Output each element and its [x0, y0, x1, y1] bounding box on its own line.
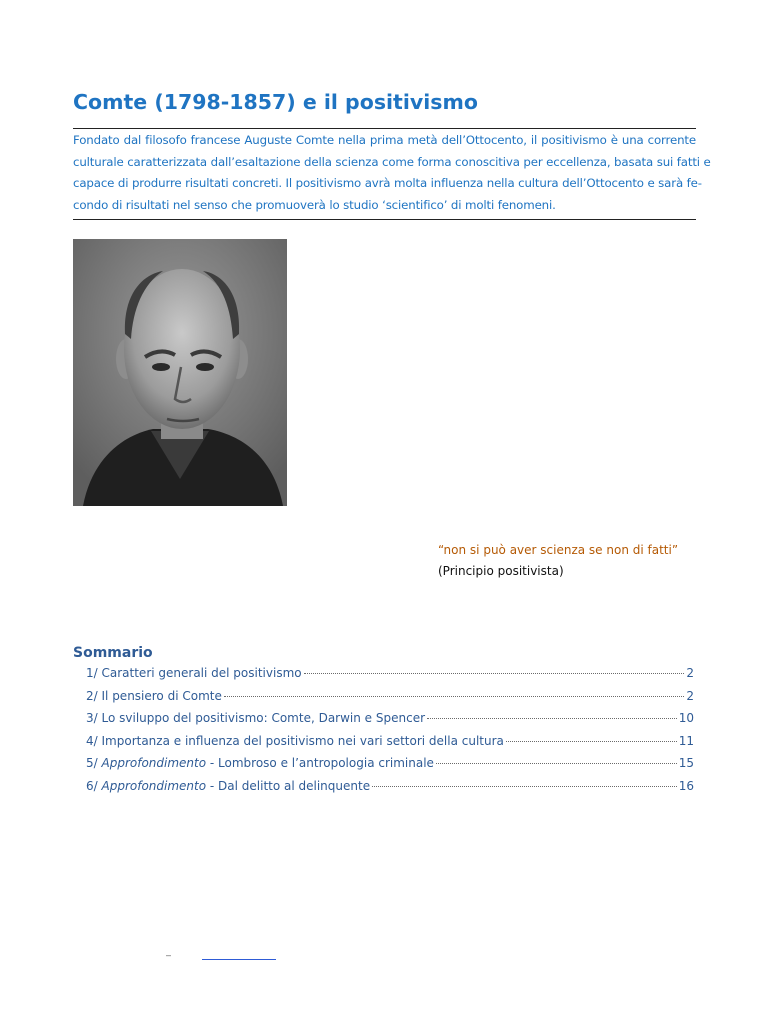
toc-entry-label: 1/ Caratteri generali del positivismo: [86, 666, 302, 680]
footer-link[interactable]: [202, 958, 276, 960]
toc-leader-dots: [427, 718, 677, 719]
toc-entry-label: 3/ Lo sviluppo del positivismo: Comte, Darwin e Spencer: [86, 711, 426, 726]
toc-leader-dots: [506, 741, 677, 742]
toc-page-number: 2: [686, 688, 694, 703]
toc-entry-3[interactable]: [86, 711, 694, 734]
toc-entry-6[interactable]: [86, 779, 694, 802]
toc-leader-dots: [224, 696, 685, 697]
toc-page-number: 16: [678, 778, 694, 793]
toc-entry-4[interactable]: [86, 734, 694, 757]
toc-title: Sommario: [73, 645, 153, 661]
intro-line: Fondato dal filosofo francese Auguste Comte nella prima metà dell’Ottocento, il positivismo è una corrente: [73, 133, 696, 147]
toc-page-number: 10: [678, 711, 694, 726]
toc-entry-2[interactable]: [86, 689, 694, 712]
toc-entry-label: 6/ Approfondimento - Dal delitto al delinquente: [86, 778, 371, 793]
toc-leader-dots: [436, 763, 677, 764]
toc-entry-label: 5/ Approfondimento - Lombroso e l’antropologia criminale: [86, 756, 434, 771]
toc-page-number: 11: [678, 733, 694, 748]
quote-text: “non si può aver scienza se non di fatti”: [438, 543, 679, 557]
toc-leader-dots: [304, 673, 685, 674]
toc-page-number: 15: [678, 756, 694, 771]
intro-line: condo di risultati nel senso che promuoverà lo studio ‘scientifico’ di molti fenomeni.: [73, 197, 556, 212]
toc-entry-5[interactable]: [86, 756, 694, 779]
comte-portrait-image: [73, 239, 287, 506]
page-title: Comte (1798-1857) e il positivismo: [73, 90, 478, 114]
portrait-illustration: [73, 239, 287, 506]
intro-paragraph: [73, 128, 711, 220]
footer-dash: –: [166, 950, 172, 960]
intro-line: culturale caratterizzata dall’esaltazione della scienza come forma conoscitiva per eccellenza, basata sui fatti e: [73, 154, 711, 169]
table-of-contents: [86, 666, 694, 802]
quote-source: (Principio positivista): [438, 564, 564, 578]
toc-entry-label: 4/ Importanza e influenza del positivismo nei vari settori della cultura: [86, 733, 504, 748]
toc-page-number: 2: [686, 666, 694, 680]
toc-entry-label: 2/ Il pensiero di Comte: [86, 688, 222, 703]
toc-leader-dots: [372, 786, 677, 787]
toc-entry-1[interactable]: [86, 666, 694, 689]
intro-line: capace di produrre risultati concreti. Il positivismo avrà molta influenza nella cultura dell’Ottocento e sarà fe-: [73, 176, 702, 191]
